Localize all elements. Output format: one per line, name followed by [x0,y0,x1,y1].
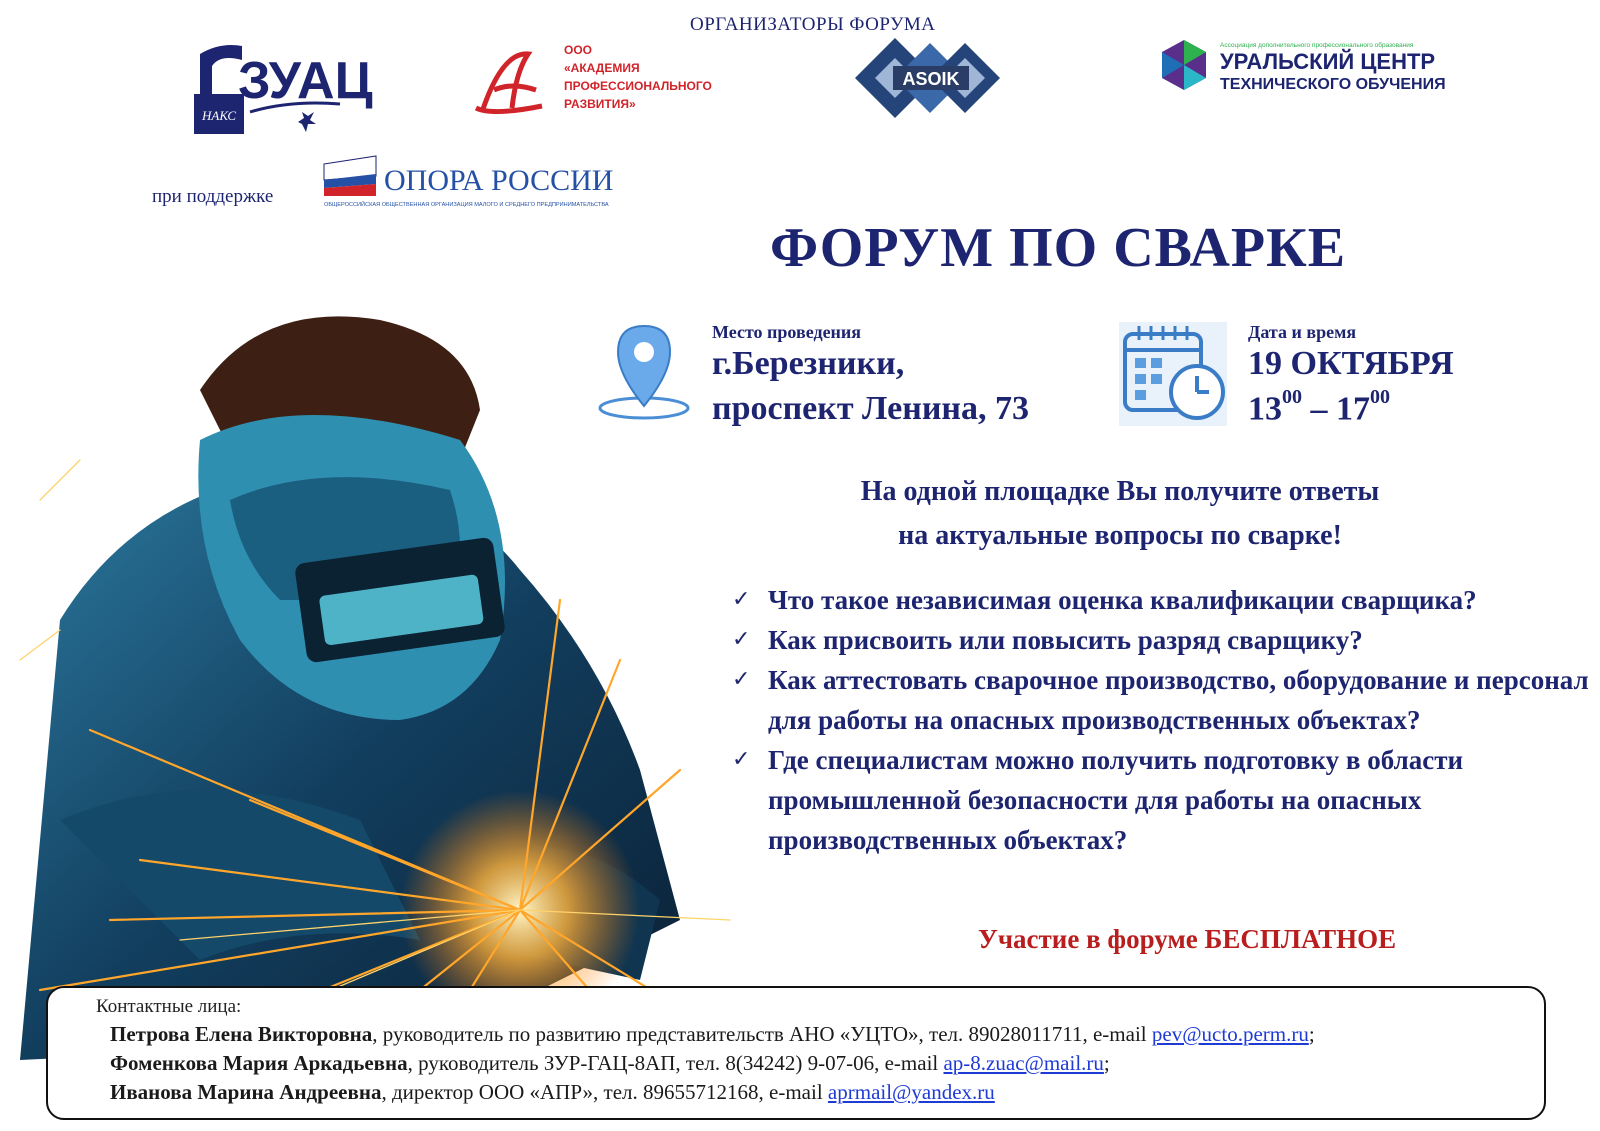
intro-text [760,470,1480,558]
location-pin-icon [596,322,692,422]
intro-line-2: на актуальные вопросы по сварке! [898,520,1342,551]
svg-text:ООО: ООО [564,43,593,57]
asoik-logo [855,38,1005,118]
checkmark-icon: ✓ [732,667,751,692]
support-label: при поддержке [152,186,274,207]
svg-text:ASOIK: ASOIK [902,69,960,89]
calendar-clock-icon [1117,320,1229,428]
contact-row: Петрова Елена Викторовна, руководитель по развитию представительств АНО «УЦТО», тел. 89028011711, e-mail pev@ucto.perm.ru; [110,1022,1315,1046]
svg-text:ТЕХНИЧЕСКОГО ОБУЧЕНИЯ: ТЕХНИЧЕСКОГО ОБУЧЕНИЯ [1220,76,1446,93]
svg-text:ОБЩЕРОССИЙСКАЯ ОБЩЕСТВЕННАЯ ОР: ОБЩЕРОССИЙСКАЯ ОБЩЕСТВЕННАЯ ОРГАНИЗАЦИЯ МАЛОГО И СРЕДНЕГО ПРЕДПРИНИМАТЕЛЬСТВА [324,202,609,208]
date-time: $13^{00} - 17^{00}$ [1248,386,1390,428]
question-item: ✓ Как аттестовать сварочное производство, оборудование и персонал для работы на опасных производственных объектах? [732,660,1592,740]
question-item: ✓ Как присвоить или повысить разряд сварщику? [732,620,1592,660]
date-label: Дата и время [1248,322,1357,342]
organizers-heading: ОРГАНИЗАТОРЫ ФОРУМА [690,14,936,35]
place-city: г.Березники, [712,345,905,382]
svg-text:РАЗВИТИЯ»: РАЗВИТИЯ» [564,97,636,111]
svg-text:УРАЛЬСКИЙ ЦЕНТР: УРАЛЬСКИЙ ЦЕНТР [1220,49,1436,74]
place-address: проспект Ленина, 73 [712,390,1030,427]
contact-email-link[interactable]: aprmail@yandex.ru [827,1080,995,1104]
checkmark-icon: ✓ [732,747,751,772]
svg-text:ПРОФЕССИОНАЛЬНОГО: ПРОФЕССИОНАЛЬНОГО [564,79,712,93]
place-label: Место проведения [712,322,862,342]
contact-row: Фоменкова Мария Аркадьевна, руководитель ЗУР-ГАЦ-8АП, тел. 8(34242) 9-07-06, e-mail ap-8.zuac@mail.ru; [110,1051,1110,1075]
apr-logo [472,42,752,122]
question-item: ✓ Что такое независимая оценка квалификации сварщика? [732,580,1592,620]
free-participation-note: Участие в форуме БЕСПЛАТНОЕ [978,924,1397,954]
zuac-logo [190,40,373,145]
opora-russia-logo [322,152,632,212]
contacts-title: Контактные лица: [96,996,242,1017]
uctso-logo [1160,38,1480,100]
svg-text:ОПОРА РОССИИ: ОПОРА РОССИИ [384,164,614,197]
checkmark-icon: ✓ [732,587,751,612]
question-item: ✓ Где специалистам можно получить подготовку в области промышленной безопасности для работы на опасных производственных объектах? [732,740,1592,860]
contact-row: Иванова Марина Андреевна, директор ООО «АПР», тел. 89655712168, e-mail aprmail@yandex.ru [110,1080,995,1104]
svg-text:«АКАДЕМИЯ: «АКАДЕМИЯ [564,61,640,75]
intro-line-1: На одной площадке Вы получите ответы [860,476,1380,507]
contact-email-link[interactable]: ap-8.zuac@mail.ru [943,1051,1104,1075]
zuac-naks-text: НАКС [202,108,237,123]
zuac-text: ЗУАЦ [238,52,373,110]
checkmark-icon: ✓ [732,627,751,652]
questions-list [732,580,1592,860]
svg-text:Ассоциация дополнительного про: Ассоциация дополнительного профессионального образования [1220,42,1414,49]
forum-title: ФОРУМ ПО СВАРКЕ [770,217,1347,279]
contact-email-link[interactable]: pev@ucto.perm.ru [1151,1022,1309,1046]
date-day: 19 ОКТЯБРЯ [1248,345,1454,382]
